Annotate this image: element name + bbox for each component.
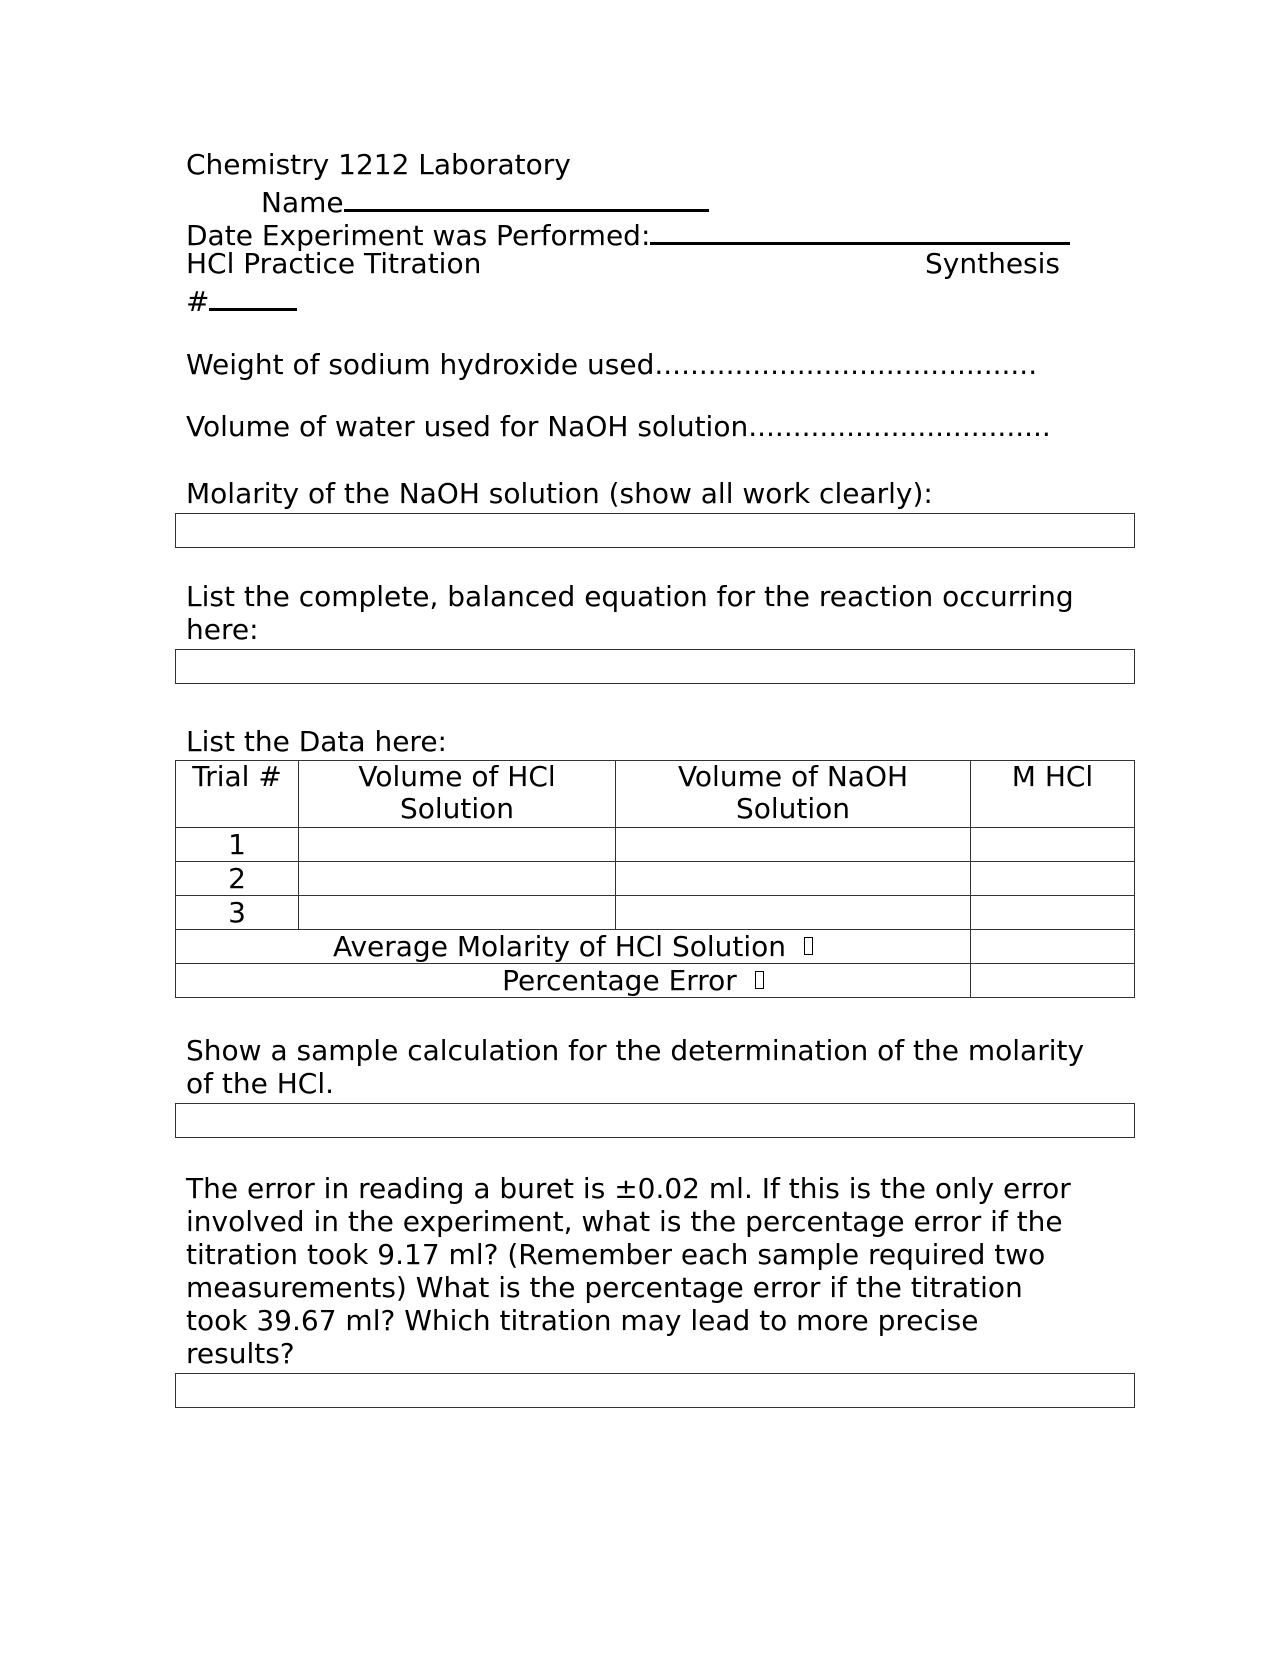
- error-prompt-line3: titration took 9.17 ml? (Remember each sample required two: [186, 1238, 1046, 1271]
- table-header-row: [176, 761, 1135, 828]
- data-table: [175, 760, 1135, 998]
- header-m-hcl: M HCl: [971, 761, 1135, 828]
- number-row: [186, 280, 297, 319]
- error-prompt-line6: results?: [186, 1337, 295, 1370]
- header-naoh-line1: Volume of NaOH: [677, 760, 909, 793]
- arrow-icon: [755, 971, 764, 989]
- experiment-title: HCl Practice Titration: [186, 247, 482, 280]
- error-prompt-line1: The error in reading a buret is ±0.02 ml. If this is the only error: [186, 1172, 1071, 1205]
- weight-label: Weight of sodium hydroxide used: [186, 348, 655, 381]
- table-row: [176, 862, 1135, 896]
- data-label: List the Data here:: [186, 725, 447, 758]
- m-hcl-cell[interactable]: [971, 828, 1135, 862]
- course-title: Chemistry 1212 Laboratory: [186, 148, 571, 181]
- error-prompt-line5: took 39.67 ml? Which titration may lead to more precise: [186, 1304, 979, 1337]
- m-hcl-cell[interactable]: [971, 862, 1135, 896]
- error-prompt-line2: involved in the experiment, what is the percentage error if the: [186, 1205, 1063, 1238]
- percent-error-value-cell[interactable]: [971, 964, 1135, 998]
- table-row: [176, 896, 1135, 930]
- average-row: [176, 930, 1135, 964]
- percent-error-row: [176, 964, 1135, 998]
- molarity-label: Molarity of the NaOH solution (show all work clearly):: [186, 477, 933, 510]
- trial-number: 2: [176, 862, 299, 896]
- volume-row: [186, 410, 1051, 444]
- equation-answer-box[interactable]: [175, 649, 1135, 684]
- header-naoh-line2: Solution: [735, 792, 851, 825]
- hcl-volume-cell[interactable]: [299, 896, 616, 930]
- volume-label: Volume of water used for NaOH solution: [186, 410, 749, 443]
- name-label: Name: [261, 186, 344, 219]
- header-hcl-volume: [299, 761, 616, 828]
- header-hcl-line2: Solution: [399, 792, 515, 825]
- error-prompt-line4: measurements) What is the percentage error if the titration: [186, 1271, 1023, 1304]
- average-label-cell: [176, 930, 971, 964]
- equation-prompt-line1: List the complete, balanced equation for the reaction occurring: [186, 580, 1074, 613]
- error-answer-box[interactable]: [175, 1373, 1135, 1408]
- date-label: Date Experiment was Performed:: [186, 219, 651, 252]
- name-blank[interactable]: [344, 181, 709, 212]
- molarity-answer-box[interactable]: [175, 513, 1135, 548]
- weight-dots: ...........................................: [654, 348, 1038, 381]
- weight-row: [186, 348, 1037, 382]
- date-blank[interactable]: [650, 214, 1070, 245]
- volume-dots: ..................................: [748, 410, 1051, 443]
- trial-number: 1: [176, 828, 299, 862]
- naoh-volume-cell[interactable]: [616, 896, 971, 930]
- header-trial: Trial #: [176, 761, 299, 828]
- header-naoh-volume: [616, 761, 971, 828]
- trial-number: 3: [176, 896, 299, 930]
- percent-error-label: Percentage Error: [502, 964, 737, 997]
- percent-error-label-cell: [176, 964, 971, 998]
- m-hcl-cell[interactable]: [971, 896, 1135, 930]
- average-label: Average Molarity of HCl Solution: [332, 930, 787, 963]
- header-hcl-line1: Volume of HCl: [358, 760, 556, 793]
- naoh-volume-cell[interactable]: [616, 862, 971, 896]
- number-label: #: [186, 285, 210, 318]
- sample-prompt-line1: Show a sample calculation for the determination of the molarity: [186, 1034, 1085, 1067]
- equation-prompt-line2: here:: [186, 613, 259, 646]
- hcl-volume-cell[interactable]: [299, 828, 616, 862]
- arrow-icon: [804, 937, 813, 955]
- sample-prompt-line2: of the HCl.: [186, 1067, 335, 1100]
- naoh-volume-cell[interactable]: [616, 828, 971, 862]
- sample-calculation-box[interactable]: [175, 1103, 1135, 1138]
- table-row: [176, 828, 1135, 862]
- synthesis-label: Synthesis: [925, 247, 1060, 280]
- number-blank[interactable]: [209, 280, 297, 311]
- average-value-cell[interactable]: [971, 930, 1135, 964]
- hcl-volume-cell[interactable]: [299, 862, 616, 896]
